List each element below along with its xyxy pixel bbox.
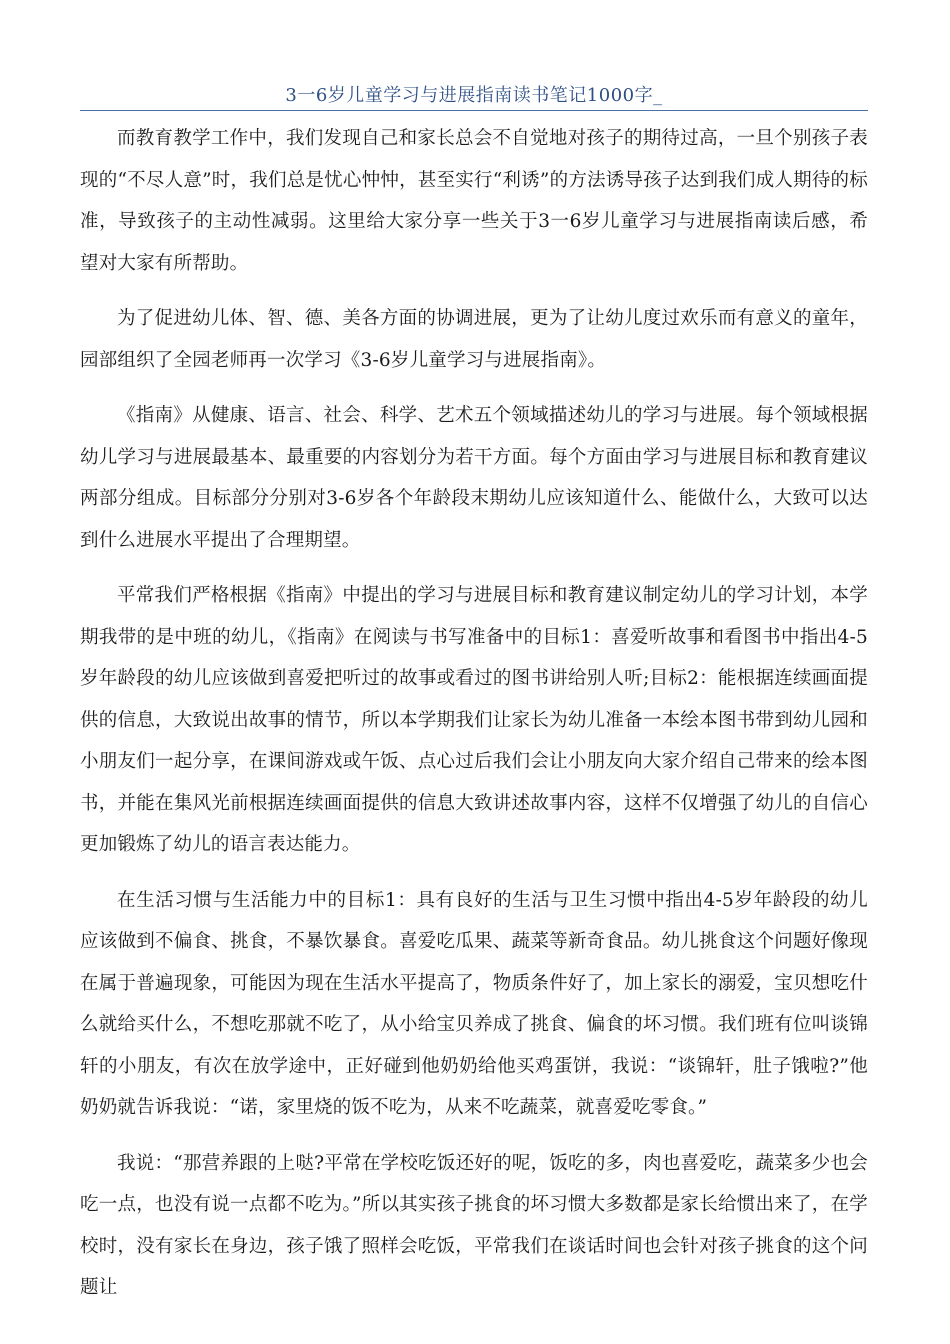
- paragraph-reading-goals: 平常我们严格根据《指南》中提出的学习与进展目标和教育建议制定幼儿的学习计划，本学期我带的是中班的幼儿，《指南》在阅读与书写准备中的目标1：喜爱听故事和看图书中指出4-5岁年龄段的幼儿应该做到喜爱把听过的故事或看过的图书讲给别人听;目标2：能根据连续画面提供的信息，大致说出故事的情节，所以本学期我们让家长为幼儿准备一本绘本图书带到幼儿园和小朋友们一起分享，在课间游戏或午饭、点心过后我们会让小朋友向大家介绍自己带来的绘本图书，并能在集风光前根据连续画面提供的信息大致讲述故事内容，这样不仅增强了幼儿的自信心更加锻炼了幼儿的语言表达能力。: [80, 585, 868, 855]
- paragraph-intro: 而教育教学工作中，我们发现自己和家长总会不自觉地对孩子的期待过高，一旦个别孩子表现的“不尽人意”时，我们总是忧心忡忡，甚至实行“利诱”的方法诱导孩子达到我们成人期待的标准，导致孩子的主动性减弱。这里给大家分享一些关于3一6岁儿童学习与进展指南读后感，希望对大家有所帮助。: [80, 128, 868, 274]
- document-body: [80, 118, 868, 1323]
- document-title: 3一6岁儿童学习与进展指南读书笔记1000字_: [285, 85, 663, 106]
- page-header: [80, 84, 868, 111]
- paragraph-living-habits: 在生活习惯与生活能力中的目标1：具有良好的生活与卫生习惯中指出4-5岁年龄段的幼儿应该做到不偏食、挑食，不暴饮暴食。喜爱吃瓜果、蔬菜等新奇食品。幼儿挑食这个问题好像现在属于普遍现象，可能因为现在生活水平提高了，物质条件好了，加上家长的溺爱，宝贝想吃什么就给买什么，不想吃那就不吃了，从小给宝贝养成了挑食、偏食的坏习惯。我们班有位叫谈锦轩的小朋友，有次在放学途中，正好碰到他奶奶给他买鸡蛋饼，我说：“谈锦轩，肚子饿啦?”他奶奶就告诉我说：“诺，家里烧的饭不吃为，从来不吃蔬菜，就喜爱吃零食。”: [80, 889, 868, 1118]
- paragraph-guide-overview: 《指南》从健康、语言、社会、科学、艺术五个领域描述幼儿的学习与进展。每个领域根据幼儿学习与进展最基本、最重要的内容划分为若干方面。每个方面由学习与进展目标和教育建议两部分组成。目标部分分别对3-6岁各个年龄段末期幼儿应该知道什么、能做什么，大致可以达到什么进展水平提出了合理期望。: [80, 405, 868, 551]
- paragraph-picky-eating: 我说：“那营养跟的上哒?平常在学校吃饭还好的呢，饭吃的多，肉也喜爱吃，蔬菜多少也会吃一点，也没有说一点都不吃为。”所以其实孩子挑食的坏习惯大多数都是家长给惯出来了，在学校时，没有家长在身边，孩子饿了照样会吃饭，平常我们在谈话时间也会针对孩子挑食的这个问题让: [80, 1152, 868, 1298]
- paragraph-study-guide: 为了促进幼儿体、智、德、美各方面的协调进展，更为了让幼儿度过欢乐而有意义的童年，园部组织了全园老师再一次学习《3-6岁儿童学习与进展指南》。: [80, 308, 868, 371]
